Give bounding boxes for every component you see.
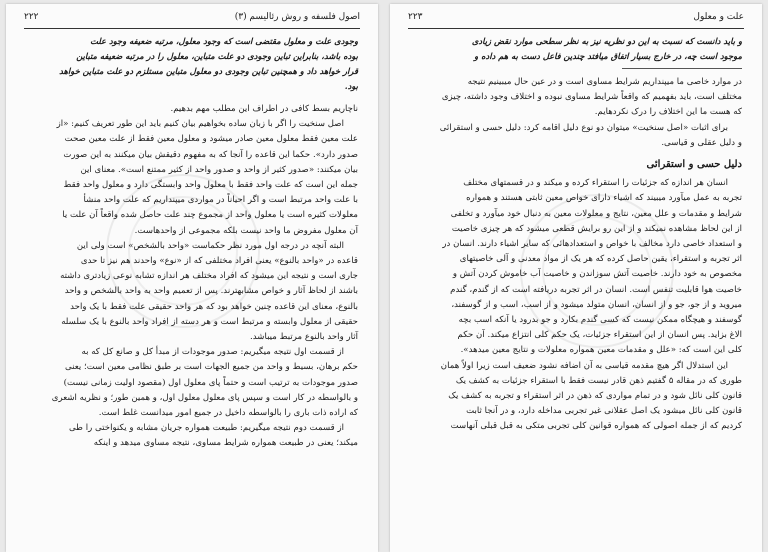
text-line: صدور دارد». حکما این قاعده را آنجا که به مفهوم دقیقش بیان میکنند به این صورت [63,149,358,160]
text-line: تجربه به عمل میآورد میبیند که اشیاء دارای خواص معین ثابتی هستند و همواره [466,193,742,204]
right-header-title: علت و معلول [693,12,744,22]
text-line: اثر تجربه و استقراء، یقین حاصل کرده که هر یک از مواد معدنی و آلی خاصیتهای [459,254,742,265]
text-line: و استعداد خاصی دارد مخالف با خواص و استعدادهائی که سایر اشیاء دارند. انسان در [442,239,742,250]
text-line: کردیم که از جمله اصولی که همواره قوانین کلی تجربی متکی به قبل قبلی آنهاست [450,421,742,432]
text-line: قانون کلی نائل میشود یک اصل عقلانی غیر تجربی مداخله دارد، و در آنجا ثابت [466,406,742,417]
text-line: میکند؛ یعنی در طبیعت همواره شرایط مساوی، نتیجه مساوی میدهد و اینکه [93,438,358,449]
text-line: میروید و از جو، جو و از انسان، انسان متولد میشود و از اسب، اسب و از گوسفند، [451,299,742,310]
text-line: بیان میکنند: «صدور کثیر از واحد و صدور واحد از کثیر ممتنع است». معنای این [80,164,358,175]
left-page-content [26,34,358,548]
text-line: بود. [344,81,358,91]
text-line: شرایط و مقدمات و علل معین، نتایج و معلولات معین به دنبال خود میآورد و تخلفی [450,208,742,219]
text-line: مخصوص به خود دارند. خاصیت آتش سوزاندن و خاصیت آب خاموش کردن آتش و [452,269,742,280]
right-page-content [410,34,742,548]
section-divider [622,68,742,69]
text-line: البته آنچه در درجه اول مورد نظر حکماست «واحد بالشخص» است ولی این [76,240,344,251]
right-page [390,4,762,552]
text-line: با علت واحد مرتبط است و اگر احیاناً در مواردی میپنداریم که علت واحد منشأ [83,195,358,206]
text-line: بوده باشد، بنابراین تباین وجودی دو علت متباین، معلول را در مرتبه ضعیفه متباین [76,51,358,61]
left-page-number: ۲۲۲ [24,12,39,22]
text-line: از قسمت دوم نتیجه میگیریم: طبیعت همواره جریان مشابه و یکنواختی را طی [69,423,344,434]
text-line: آثار واحد بالنوع مرتبط میباشد. [250,332,358,343]
text-line: جاری است و نتیجه این میشود که افراد مختلف هر اندازه تشابه نوعی زیادتری داشته [60,271,358,282]
text-line: قانون کلی نائل شود و در تمام مواردی که ذهن در اثر استقراء و تجربه به کشف یک [448,391,742,402]
text-line: و دلیل عقلی و قیاسی. [661,137,742,148]
text-line: علت معین فقط معلول معین صادر میشود و معلول معین فقط از علت معین صحت [64,134,358,145]
text-line: گوسفند و هیچگاه ممکن نیست که کسی گندم بکارد و جو بدرود یا آنکه اسب بچه [458,315,742,326]
left-page-header [24,12,360,26]
text-line: باشند از لحاظ آثار و خواص مشابهترند. پس از تعمیم واحد به واحد بالشخص و واحد [64,286,358,297]
text-line: موجود است چه، در خارج بسیار اتفاق میافتد چندین فاعل دست به هم داده و [474,51,742,61]
text-line: ناچاریم بسط کافی در اطراف این مطلب مهم بدهیم. [170,104,358,114]
text-line: وجودی علت و معلول مقتضی است که وجود معلول، مرتبه ضعیفه وجود علت [90,36,358,46]
right-page-header [408,12,744,26]
right-body-top [410,75,742,151]
left-quote [26,34,358,94]
text-line: که هست ما این اختلاف را درک نکردهایم. [594,107,742,118]
text-line: انسان هر اندازه که جزئیات را استقراء کرده و میکند و در قسمتهای مختلف [463,178,728,189]
right-header-rule [408,28,744,29]
text-line: کلی این است که: «علل و مقدمات معین همواره معلولات و نتایج معین میدهد». [460,345,742,356]
text-line: اصل سنخیت را اگر با زبان ساده بخواهیم بیان کنیم باید این طور تعریف کنیم: «از [56,119,344,130]
section-heading: دلیل حسی و استقرائی [646,159,742,171]
text-line: مختلف است، باید بفهمیم که واقعاً شرایط مساوی نبوده و اختلاف وجود داشته، چیزی [441,92,742,103]
text-line: و بالواسطه در کار است و سپس پای معلول معلول اول، و همین طور؛ و نظریه اشعری [51,392,358,403]
text-line: صدور موجودات به ترتیب است و حتماً پای معلول اول (مقصود اولیت زمانی نیست) [63,377,358,388]
text-line: این استدلال اگر هیچ مقدمه قیاسی به آن اضافه نشود ضعیف است زیرا اولاً همان [440,360,728,371]
text-line: از این لحاظ مشاهده نمیکند و از این رو برایش قطعی میشود که هر چیزی خاصیت [451,223,742,234]
text-line: قرار خواهد داد و همچنین تباین وجودی دو معلول متباین مستلزم دو علت متباین خواهد [59,66,358,76]
text-line: حقیقی از معلول وابسته و مرتبط است و هر دسته از افراد واحد بالنوع با یک سلسله [61,316,358,327]
text-line: بالنوع، معنای این قاعده چنین خواهد بود که هر واحد حقیقی علت فقط با یک واحد [70,301,358,312]
text-line: برای اثبات «اصل سنخیت» میتوان دو نوع دلیل اقامه کرد: دلیل حسی و استقرائی [439,122,728,133]
left-header-title: اصول فلسفه و روش رئالیسم (۳) [234,12,360,22]
left-body [26,102,358,452]
text-line: قاعده در «واحد بالنوع» یعنی افراد مختلفی که از «نوع» واحدند هم نیز تا حدی [80,256,358,267]
text-line: از قسمت اول نتیجه میگیریم: صدور موجودات از مبدأ کل و صانع کل که به [81,347,344,358]
text-line: حکم برهان، بسیط و واحد من جمیع الجهات است بر طبق نظامی معین است؛ یعنی [64,362,358,373]
right-page-number: ۲۲۳ [408,12,423,22]
text-line: معلولات کثیره است یا معلول واحد از مجموع چند علت حاصل شده واقعاً آن علت یا [62,210,358,221]
text-line: در موارد خاصی ما میپنداریم شرایط مساوی است و در عین حال میبینیم نتیجه [467,77,742,87]
text-line: طوری که در مقاله ۵ گفتیم ذهن قادر نیست فقط با استقراء جزئیات به کشف یک [455,375,742,386]
text-line: جمله این است که علت واحد فقط با معلول واحد وابستگی دارد و معلول واحد فقط [63,180,358,191]
text-line: و باید دانست که نسبت به این دو نظریه نیز به نظر سطحی موارد نقض زیادی [471,36,742,46]
text-line: که اراده ذات باری را بالواسطه داخیل در جمیع امور میدانست غلط است. [98,408,358,419]
text-line: الاغ بزاید. پس انسان از این استقراء جزئیات، یک حکم کلی انتزاع میکند. آن حکم [457,330,742,341]
left-page [6,4,378,552]
right-body-bottom [410,176,742,434]
text-line: خاصیت هوا قابلیت تنفس است. انسان در اثر تجربه دریافته است که از گندم، گندم [450,284,742,295]
left-header-rule [24,28,360,29]
right-quote [410,34,742,64]
text-line: آن معلول مفروض ما واحد نیست بلکه مجموعی از واحدهاست. [134,225,358,236]
